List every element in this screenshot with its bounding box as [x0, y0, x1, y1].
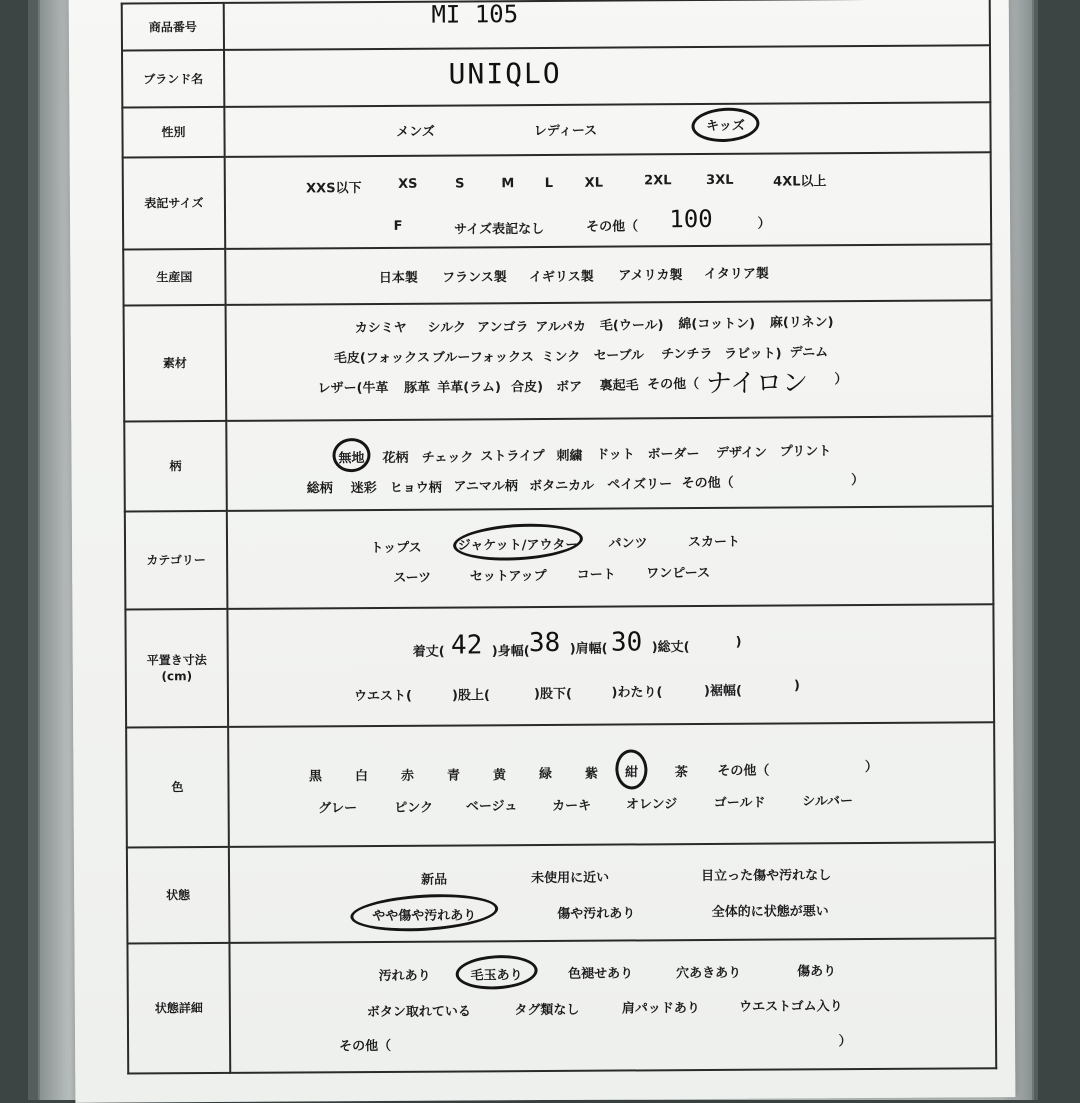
category-option: コート: [576, 567, 616, 583]
condition-detail-option: タグ類なし: [514, 1002, 580, 1019]
material-option: ミンク: [541, 349, 581, 365]
measure-label: )わたり(: [611, 685, 663, 701]
material-option: シルク: [427, 320, 466, 336]
condition-detail-option: 汚れあり: [378, 968, 431, 985]
country-option: イタリア製: [703, 266, 769, 283]
row-pattern: [124, 416, 993, 511]
color-option: シルバー: [802, 794, 854, 810]
color-other-close: ）: [864, 759, 878, 776]
category-option: パンツ: [608, 536, 648, 552]
pattern-option: 総柄: [306, 481, 333, 497]
country-option: フランス製: [442, 270, 507, 286]
pattern-option: ヒョウ柄: [389, 480, 442, 496]
pattern-option: デザイン: [715, 445, 768, 461]
material-option: カシミヤ: [354, 320, 407, 337]
category-option: トップス: [370, 540, 422, 557]
size-option: XXS以下: [306, 181, 362, 197]
pattern-option: ドット: [596, 447, 635, 463]
label-measurements-unit: (cm): [161, 669, 193, 684]
label-category: カテゴリー: [125, 511, 228, 610]
label-condition: 状態: [127, 847, 230, 944]
row-condition: [127, 842, 996, 943]
material-option: 裏起毛: [599, 378, 639, 394]
row-measurements: [125, 604, 994, 727]
size-option: L: [544, 175, 554, 191]
category-option: ワンピース: [646, 565, 711, 582]
measurements-cell: [227, 604, 994, 727]
measure-label: )総丈(: [651, 640, 690, 656]
material-cell: [226, 300, 993, 421]
pattern-option: ボタニカル: [529, 478, 595, 495]
measure-label: )股下(: [533, 686, 572, 703]
material-option: 麻(リネン): [769, 315, 834, 331]
row-color: [126, 722, 995, 847]
measure-label: )身幅(: [491, 644, 530, 660]
color-option: 黒: [308, 769, 322, 785]
condition-detail-option: ボタン取れている: [366, 1004, 471, 1021]
condition-option: 傷や汚れあり: [557, 906, 636, 922]
row-brand: [122, 45, 990, 107]
label-measurements: [125, 609, 228, 728]
category-option: ジャケット/アウター: [457, 537, 579, 554]
measure-label: ウエスト(: [353, 688, 412, 705]
pattern-other-close: ）: [851, 473, 865, 489]
pattern-option: プリント: [779, 444, 832, 460]
material-option: アンゴラ: [476, 320, 529, 336]
pattern-other-open: その他（: [681, 475, 734, 492]
row-material: [124, 300, 993, 421]
material-option: チンチラ: [661, 346, 713, 363]
size-option: 2XL: [644, 173, 672, 189]
row-size: [123, 152, 992, 249]
selected-circle-mark: [452, 520, 584, 564]
color-option: 茶: [674, 765, 688, 781]
size-cell: [225, 152, 992, 249]
color-option: 白: [354, 769, 368, 785]
size-option: 3XL: [706, 172, 734, 188]
material-option: レザー(牛革: [317, 380, 389, 397]
color-option: 緑: [538, 766, 552, 783]
checklist-sheet: [69, 0, 1016, 1103]
pattern-option: アニマル柄: [453, 479, 518, 495]
material-option: ラビット): [724, 346, 782, 362]
category-option: セットアップ: [469, 568, 547, 585]
color-option: 黄: [492, 768, 506, 784]
condition-option: 全体的に状態が悪い: [711, 904, 829, 920]
color-option: オレンジ: [625, 797, 678, 813]
condition-option: 未使用に近い: [531, 870, 610, 887]
size-other-close: ）: [757, 216, 771, 232]
category-option: スーツ: [393, 570, 432, 586]
label-size: 表記サイズ: [123, 157, 226, 250]
item-number-value: MI 105: [431, 0, 519, 29]
gender-option: キッズ: [706, 118, 745, 134]
color-option: 赤: [400, 768, 414, 784]
color-other-open: その他（: [717, 763, 770, 779]
pattern-option: チェック: [421, 450, 474, 466]
condition-option: やや傷や汚れあり: [372, 908, 477, 925]
material-option: 綿(コットン): [678, 316, 756, 333]
label-pattern: 柄: [124, 421, 227, 512]
pattern-option: ペイズリー: [607, 477, 673, 493]
material-option: 毛皮(フォックス: [333, 350, 431, 367]
selected-circle-mark: [614, 749, 648, 791]
condition-detail-option: ウエストゴム入り: [739, 999, 843, 1015]
country-option: アメリカ製: [618, 268, 683, 284]
measure-label: 着丈(: [412, 644, 445, 660]
color-option: 紺: [624, 765, 638, 781]
material-other-value: ナイロン: [705, 368, 809, 399]
size-option: XL: [584, 175, 604, 191]
condition-detail-cell: [229, 938, 996, 1073]
pattern-option: ストライプ: [480, 448, 545, 465]
selected-circle-mark: [455, 953, 539, 992]
size-option: S: [455, 176, 465, 192]
country-option: イギリス製: [528, 269, 594, 286]
label-material: 素材: [124, 305, 227, 422]
condition-detail-other-close: ）: [838, 1034, 852, 1050]
measure-label: ): [735, 634, 742, 650]
measure-length-value: 42: [450, 630, 483, 661]
pattern-cell: [226, 416, 993, 511]
size-option: 4XL以上: [773, 174, 827, 190]
pattern-option: ボーダー: [647, 447, 700, 463]
condition-detail-option: 肩パッドあり: [621, 1001, 700, 1017]
label-brand: ブランド名: [122, 50, 224, 108]
material-option: セーブル: [593, 348, 645, 364]
brand-cell: [224, 45, 990, 107]
condition-cell: [229, 842, 996, 943]
brand-value: UNIQLO: [448, 56, 562, 91]
condition-option: 新品: [421, 872, 448, 888]
country-option: 日本製: [378, 270, 418, 286]
gender-option: レディース: [533, 123, 598, 140]
label-condition-detail: 状態詳細: [127, 943, 230, 1074]
gender-option: メンズ: [396, 124, 435, 140]
color-option: 紫: [584, 766, 598, 782]
gender-cell: [224, 102, 990, 157]
row-category: [125, 506, 994, 609]
pattern-option: 刺繍: [556, 448, 583, 464]
material-other-close: ）: [834, 372, 848, 388]
measure-label: ): [793, 678, 800, 694]
selected-circle-mark: [349, 890, 499, 935]
row-item-number: [122, 0, 990, 51]
condition-detail-option: 穴あきあり: [676, 965, 742, 982]
material-option: 毛(ウール): [599, 318, 664, 334]
size-option: XS: [398, 176, 418, 192]
color-option: カーキ: [552, 798, 592, 814]
label-item-number: 商品番号: [122, 3, 224, 51]
label-country: 生産国: [123, 249, 225, 306]
condition-detail-other-open: その他（: [339, 1038, 392, 1055]
product-form-table: [121, 0, 998, 1075]
row-gender: [122, 102, 990, 157]
measure-shoulder-value: 30: [610, 627, 643, 658]
condition-detail-option: 傷あり: [797, 964, 837, 980]
material-option: ボア: [556, 379, 583, 395]
category-option: スカート: [687, 534, 741, 551]
size-option: M: [501, 176, 515, 192]
material-option: 羊革(ラム): [437, 380, 501, 396]
color-option: ベージュ: [465, 799, 518, 815]
size-option: F: [393, 218, 403, 234]
label-gender: 性別: [122, 107, 224, 158]
condition-detail-option: 毛玉あり: [470, 968, 523, 984]
pattern-option: 迷彩: [350, 481, 377, 497]
pattern-option: 花柄: [382, 450, 409, 466]
measure-label: )肩幅(: [569, 641, 608, 657]
color-option: グレー: [318, 801, 358, 817]
size-option: サイズ表記なし: [454, 221, 545, 238]
measure-label: )裾幅(: [703, 683, 742, 700]
country-cell: [225, 244, 991, 305]
pattern-option: 無地: [338, 451, 365, 467]
color-cell: [228, 722, 995, 847]
material-option: 合皮): [511, 379, 544, 396]
color-option: ピンク: [394, 800, 434, 816]
category-cell: [227, 506, 994, 609]
size-other-value: 100: [669, 204, 713, 234]
material-option: デニム: [789, 345, 829, 361]
item-number-cell: [224, 0, 990, 50]
selected-circle-mark: [332, 437, 372, 473]
measure-label: )股上(: [451, 688, 490, 704]
material-option: ブルーフォックス: [431, 350, 534, 366]
color-option: 青: [446, 768, 460, 784]
material-option: 豚革: [404, 380, 431, 396]
material-other-open: その他（: [647, 377, 700, 393]
material-option: アルパカ: [535, 319, 587, 336]
condition-detail-option: 色褪せあり: [568, 966, 634, 982]
selected-circle-mark: [691, 106, 761, 144]
size-other-open: その他（: [586, 219, 639, 235]
measure-width-value: 38: [528, 627, 561, 659]
row-condition-detail: [127, 938, 996, 1073]
label-color: 色: [126, 727, 229, 848]
color-option: ゴールド: [713, 795, 766, 811]
condition-option: 目立った傷や汚れなし: [701, 868, 832, 885]
label-measurements-title: 平置き寸法: [146, 653, 207, 668]
row-country: [123, 244, 991, 305]
